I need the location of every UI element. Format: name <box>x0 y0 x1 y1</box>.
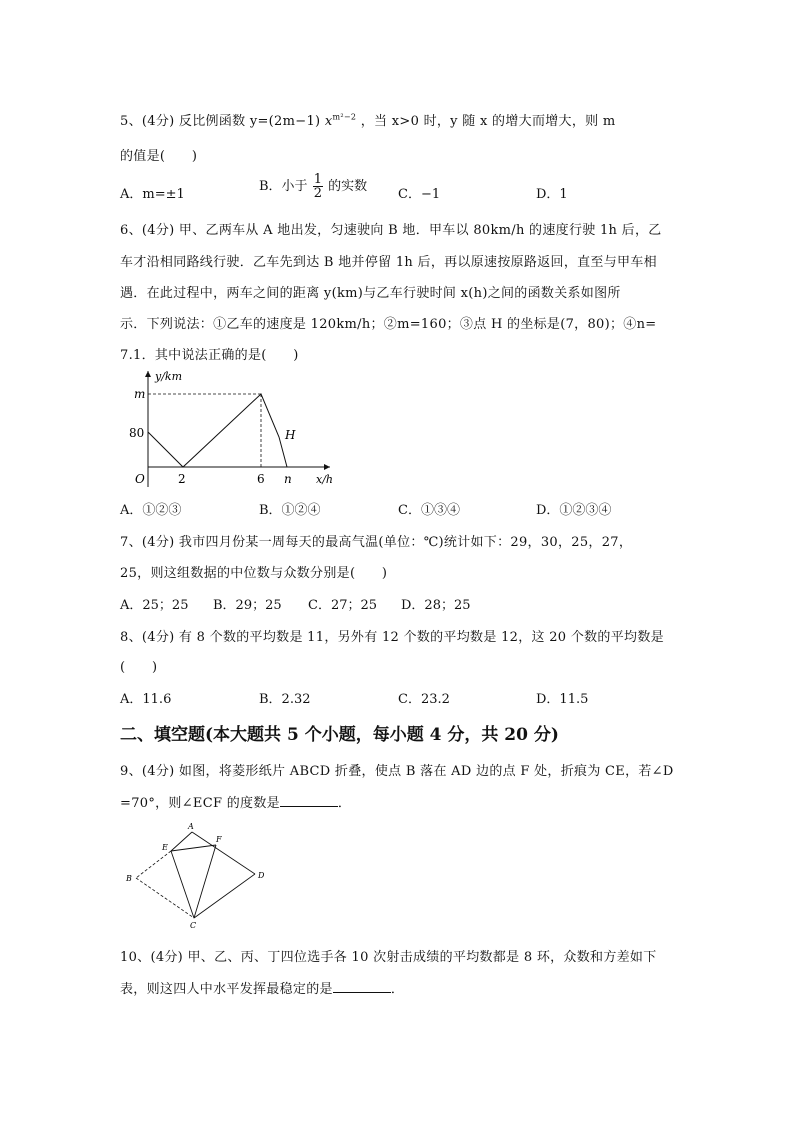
q5-line-2: 的值是( ) <box>120 149 198 164</box>
distance-polyline <box>148 394 287 467</box>
q6-option-b: B．①②④ <box>259 503 321 518</box>
q6-option-a: A．①②③ <box>120 503 182 518</box>
label-origin: O <box>135 472 145 486</box>
q5-option-b: B．小于 $\frac{1}{2}$ 的实数 <box>259 172 368 201</box>
q6-line-3: 遇．在此过程中，两车之间的距离 y(km)与乙车行驶时间 x(h)之间的函数关系如图所 <box>120 286 621 301</box>
q5-text-suffix: ，当 x>0 时，y 随 x 的增大而增大，则 m <box>360 114 616 129</box>
q5-power: $x^{m^2-2}$ <box>324 112 357 129</box>
label-2: 2 <box>178 472 186 486</box>
q5-text: 5、(4分) 反比例函数 y=(2m−1) <box>120 114 321 129</box>
y-axis-label: y/km <box>155 370 183 383</box>
edge-FC <box>194 845 216 918</box>
q5-option-d: D．1 <box>536 187 568 202</box>
label-n: n <box>284 472 292 486</box>
q8-option-a: A．11.6 <box>120 692 172 707</box>
q5-option-c: C．−1 <box>398 187 441 202</box>
q6-line-5: 7.1．其中说法正确的是( ) <box>120 348 299 363</box>
label-6: 6 <box>257 472 265 486</box>
q5-option-a: A．m=±1 <box>120 187 185 202</box>
q6-line-4: 示．下列说法：①乙车的速度是 120km/h；②m=160；③点 H 的坐标是(7，80)；④n= <box>120 317 657 332</box>
edge-EF <box>171 845 216 851</box>
edge-AE <box>171 832 192 851</box>
q9-line-2: =70°，则∠ECF 的度数是 ． <box>120 796 352 811</box>
q9-line-1: 9、(4分) 如图，将菱形纸片 ABCD 折叠，使点 B 落在 AD 边的点 F 处，折痕为 CE，若∠D <box>120 764 674 779</box>
point-C: C <box>190 921 197 930</box>
edge-DC <box>194 874 255 918</box>
point-D: D <box>258 871 265 880</box>
edge-BC-dashed <box>136 878 194 918</box>
q6-option-d: D．①②③④ <box>536 503 612 518</box>
point-F: F <box>216 835 222 844</box>
point-A: A <box>188 822 194 831</box>
label-H: H <box>285 428 296 442</box>
x-axis-label: x/h <box>316 473 333 486</box>
q8-option-d: D．11.5 <box>536 692 589 707</box>
q7-option-a: A．25；25 <box>120 598 189 613</box>
q10-line-1: 10、(4分) 甲、乙、丙、丁四位选手各 10 次射击成绩的平均数都是 8 环，众数和方差如下 <box>120 950 657 965</box>
point-E: E <box>162 843 168 852</box>
label-80: 80 <box>129 426 145 440</box>
q6-distance-graph <box>120 365 340 495</box>
q9-answer-blank <box>280 794 338 807</box>
q10-answer-blank <box>333 980 391 993</box>
q7-option-c: C．27；25 <box>308 598 378 613</box>
q7-line-2: 25，则这组数据的中位数与众数分别是( ) <box>120 566 388 581</box>
label-m: m <box>134 387 146 401</box>
crease-EC <box>171 851 194 918</box>
q6-option-c: C．①③④ <box>398 503 460 518</box>
q10-line-2: 表，则这四人中水平发挥最稳定的是 ． <box>120 982 405 997</box>
q6-line-1: 6、(4分) 甲、乙两车从 A 地出发，匀速驶向 B 地．甲车以 80km/h 的速度行驶 1h 后，乙 <box>120 223 662 238</box>
q7-line-1: 7、(4分) 我市四月份某一周每天的最高气温(单位：℃)统计如下：29，30，25，27， <box>120 535 633 550</box>
q6-line-2: 车才沿相同路线行驶．乙车先到达 B 地并停留 1h 后，再以原速按原路返回，直至与甲车相 <box>120 255 657 270</box>
q7-option-b: B．29；25 <box>213 598 282 613</box>
edge-EB-dashed <box>136 851 171 878</box>
q5-line-1 <box>120 110 616 129</box>
q5-fraction: $\frac{1}{2}$ <box>313 172 322 201</box>
q7-option-d: D．28；25 <box>401 598 471 613</box>
point-B: B <box>126 874 132 883</box>
q8-option-b: B．2.32 <box>259 692 311 707</box>
q8-line-2: ( ) <box>120 660 158 675</box>
q8-option-c: C．23.2 <box>398 692 450 707</box>
section-fill-in-title: 二、填空题(本大题共 5 个小题，每小题 4 分，共 20 分) <box>120 725 559 745</box>
edge-AD <box>192 832 255 874</box>
q8-line-1: 8、(4分) 有 8 个数的平均数是 11，另外有 12 个数的平均数是 12，这 20 个数的平均数是 <box>120 630 664 645</box>
q9-rhombus-figure <box>120 818 280 930</box>
